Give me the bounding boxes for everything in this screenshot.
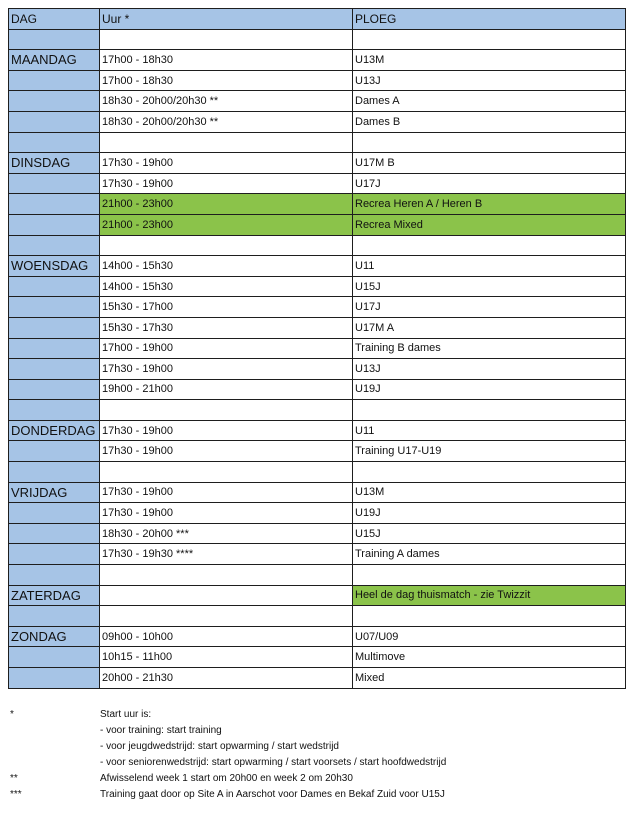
team-cell: U11 [353,256,626,277]
schedule-row [9,359,626,380]
spacer-row [9,29,626,50]
day-cell [9,544,100,565]
team-cell: U17M A [353,317,626,338]
schedule-row [9,153,626,174]
day-cell [9,317,100,338]
spacer-time-cell [100,132,353,153]
team-cell: U19J [353,503,626,524]
spacer-row [9,400,626,421]
note-text: Afwisselend week 1 start om 20h00 en week 2 om 20h30 [100,773,353,784]
time-cell: 18h30 - 20h00 *** [100,523,353,544]
time-cell [100,585,353,606]
team-cell: Training A dames [353,544,626,565]
note-mark: * [10,709,14,720]
team-cell: Training B dames [353,338,626,359]
time-cell: 20h00 - 21h30 [100,668,353,689]
day-name: DINSDAG [9,153,100,174]
day-cell [9,359,100,380]
spacer-team-cell [353,235,626,256]
schedule-row [9,503,626,524]
time-cell: 17h30 - 19h00 [100,153,353,174]
time-cell: 18h30 - 20h00/20h30 ** [100,91,353,112]
schedule-row [9,214,626,235]
spacer-day-cell [9,462,100,483]
day-cell [9,194,100,215]
team-cell: Recrea Mixed [353,214,626,235]
schedule-row [9,256,626,277]
team-cell: Heel de dag thuismatch - zie Twizzit [353,585,626,606]
note-row [10,723,446,739]
header-ploeg: PLOEG [353,9,626,30]
time-cell: 14h00 - 15h30 [100,256,353,277]
team-cell: U17J [353,297,626,318]
note-mark: ** [10,773,18,784]
time-cell: 17h00 - 18h30 [100,50,353,71]
day-name: VRIJDAG [9,482,100,503]
day-cell [9,70,100,91]
day-cell [9,523,100,544]
day-cell [9,297,100,318]
time-cell: 19h00 - 21h00 [100,379,353,400]
time-cell: 21h00 - 23h00 [100,194,353,215]
time-cell: 17h00 - 19h00 [100,338,353,359]
time-cell: 15h30 - 17h30 [100,317,353,338]
day-cell [9,276,100,297]
footnotes [10,707,446,803]
spacer-row [9,132,626,153]
day-cell [9,91,100,112]
schedule-row [9,379,626,400]
time-cell: 17h30 - 19h00 [100,441,353,462]
spacer-team-cell [353,462,626,483]
schedule-row [9,585,626,606]
note-text: - voor seniorenwedstrijd: start opwarming / start voorsets / start hoofdwedstrijd [100,757,447,768]
time-cell: 17h30 - 19h00 [100,503,353,524]
team-cell: U17M B [353,153,626,174]
time-cell: 17h30 - 19h00 [100,482,353,503]
header-uur: Uur * [100,9,353,30]
spacer-row [9,565,626,586]
spacer-row [9,462,626,483]
day-cell [9,379,100,400]
spacer-team-cell [353,606,626,627]
spacer-row [9,606,626,627]
schedule-row [9,482,626,503]
team-cell: Dames B [353,111,626,132]
team-cell: U15J [353,276,626,297]
note-mark: *** [10,789,22,800]
day-name: ZATERDAG [9,585,100,606]
spacer-time-cell [100,606,353,627]
team-cell: Multimove [353,647,626,668]
day-cell [9,111,100,132]
header-row [9,9,626,30]
team-cell: U13J [353,359,626,380]
day-cell [9,503,100,524]
spacer-day-cell [9,235,100,256]
spacer-time-cell [100,29,353,50]
spacer-day-cell [9,606,100,627]
spacer-day-cell [9,400,100,421]
day-name: MAANDAG [9,50,100,71]
schedule-row [9,626,626,647]
spacer-team-cell [353,132,626,153]
schedule-row [9,70,626,91]
spacer-time-cell [100,565,353,586]
schedule-row [9,297,626,318]
time-cell: 21h00 - 23h00 [100,214,353,235]
spacer-team-cell [353,29,626,50]
schedule-row [9,523,626,544]
team-cell: U19J [353,379,626,400]
day-cell [9,173,100,194]
schedule-row [9,647,626,668]
time-cell: 17h30 - 19h00 [100,173,353,194]
note-row [10,771,446,787]
schedule-row [9,420,626,441]
spacer-time-cell [100,462,353,483]
spacer-team-cell [353,400,626,421]
team-cell: Training U17-U19 [353,441,626,462]
spacer-day-cell [9,29,100,50]
time-cell: 15h30 - 17h00 [100,297,353,318]
time-cell: 10h15 - 11h00 [100,647,353,668]
day-cell [9,441,100,462]
team-cell: Recrea Heren A / Heren B [353,194,626,215]
day-name: ZONDAG [9,626,100,647]
team-cell: U13M [353,50,626,71]
schedule-row [9,91,626,112]
note-row [10,787,446,803]
team-cell: U11 [353,420,626,441]
team-cell: U13M [353,482,626,503]
schedule-row [9,50,626,71]
schedule-row [9,194,626,215]
schedule-body [9,9,626,689]
time-cell: 17h30 - 19h00 [100,359,353,380]
spacer-team-cell [353,565,626,586]
schedule-row [9,441,626,462]
time-cell: 17h00 - 18h30 [100,70,353,91]
note-text: - voor training: start training [100,725,222,736]
day-name: WOENSDAG [9,256,100,277]
time-cell: 14h00 - 15h30 [100,276,353,297]
schedule-table [8,8,626,689]
spacer-time-cell [100,235,353,256]
spacer-row [9,235,626,256]
day-cell [9,668,100,689]
time-cell: 17h30 - 19h00 [100,420,353,441]
note-mark [10,723,100,739]
note-row [10,707,446,723]
team-cell: U13J [353,70,626,91]
day-cell [9,338,100,359]
schedule-row [9,111,626,132]
team-cell: U17J [353,173,626,194]
day-name: DONDERDAG [9,420,100,441]
schedule-row [9,338,626,359]
note-text: Training gaat door op Site A in Aarschot voor Dames en Bekaf Zuid voor U15J [100,789,445,800]
team-cell: Mixed [353,668,626,689]
schedule-row [9,668,626,689]
schedule-row [9,317,626,338]
team-cell: U15J [353,523,626,544]
spacer-day-cell [9,132,100,153]
spacer-day-cell [9,565,100,586]
note-text: - voor jeugdwedstrijd: start opwarming / start wedstrijd [100,741,339,752]
note-mark [10,739,100,755]
schedule-row [9,276,626,297]
time-cell: 17h30 - 19h30 **** [100,544,353,565]
schedule-row [9,173,626,194]
time-cell: 18h30 - 20h00/20h30 ** [100,111,353,132]
day-cell [9,214,100,235]
note-row [10,755,446,771]
note-mark [10,755,100,771]
note-row [10,739,446,755]
day-cell [9,647,100,668]
team-cell: U07/U09 [353,626,626,647]
schedule-row [9,544,626,565]
team-cell: Dames A [353,91,626,112]
note-text: Start uur is: [100,709,152,720]
spacer-time-cell [100,400,353,421]
header-dag: DAG [9,9,100,30]
time-cell: 09h00 - 10h00 [100,626,353,647]
